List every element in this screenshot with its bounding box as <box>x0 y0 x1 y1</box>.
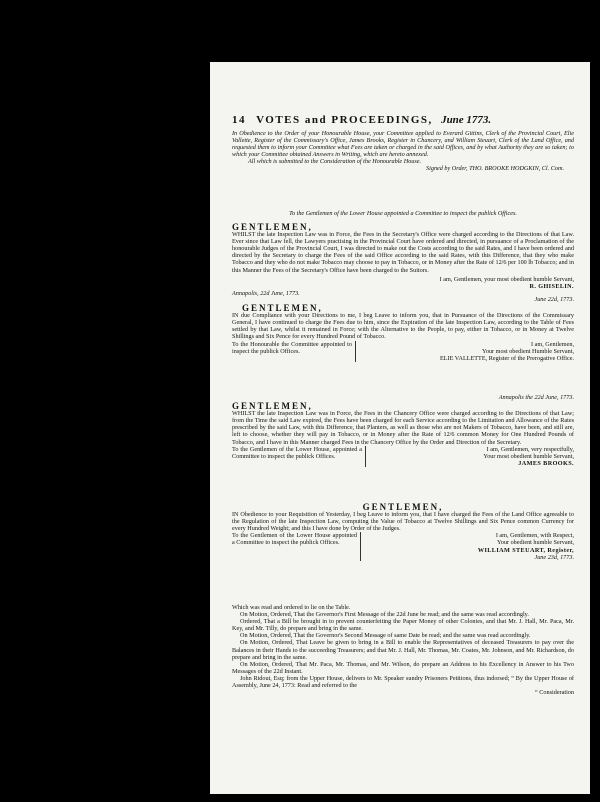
letter-signer: R. GHISELIN. <box>529 282 574 290</box>
letter-closing: I am, Gentlemen, your most obedient humble Servant, R. GHISELIN. <box>439 275 574 290</box>
letter-signature-block <box>232 532 574 560</box>
letter-date: Annapolis the 22d June, 1773. <box>498 394 574 401</box>
page-header <box>232 114 582 126</box>
minute-entry: Which was read and ordered to lie on the Table. <box>232 604 351 611</box>
committee-report <box>232 130 574 173</box>
report-paragraph: In Obedience to the Order of your Honourable House, your Committee applied to Everard Gittins, Clerk of the Provincial Court, Elie Vallette, Register of the Commissary's Office, James Brooks, Register in Chancery, and William Steuart, Clerk of the Land Office, and requested them to inform your Committee what Fees are taken or charged in the said Offices, and by what Authority they are so taken; to which your Committee obtained Answers in Writing, which are hereto annexed. <box>232 130 574 159</box>
letter-body: WHILST the late Inspection Law was in Force, the Fees in the Chancery Office were charged according to the Directions of that Law; from the Time the said Law expired, the Fees have been charged for each Service according to the Limitation and Allowance of the Rates prescribed by the said Law, with this Difference, that Planters, as well as those who are not Makers of Tobacco, have been, and still are, left to choose, whether they will pay in Tobacco, or in Money after the Rate of 12/6 common Money for One Hundred Pounds of Tobacco, and I have in this Manner charged Fees in the Chancery Office by the Order and Direction of the Secretary. <box>232 410 574 446</box>
letter-place-date: Annapolis, 22d June, 1773. <box>232 289 300 297</box>
header-date: June 1773. <box>441 114 492 126</box>
letter-signer: WILLIAM STEUART, Register, <box>477 546 574 554</box>
letter-salutation: GENTLEMEN, <box>242 303 323 314</box>
letter-salutation: GENTLEMEN, <box>362 502 444 512</box>
letter-signer: ELIE VALLETTE, Register of the Prerogative Office. <box>439 354 574 362</box>
letter-signature-block <box>232 341 574 362</box>
minute-entry: On Motion, Ordered, That the Governor's First Message of the 22d June be read; and the same was read accordingly. <box>240 611 529 619</box>
minute-entry: John Ridout, Esq; from the Upper House, delivers to Mr. Speaker sundry Prisoners Petitions, thus indorsed; “ By the Upper House of Assembly, June 24, 1773: Read and referred to the <box>232 674 574 690</box>
letter-vallette <box>232 296 574 362</box>
letter-body: IN Obedience to your Requisition of Yesterday, I beg Leave to inform you, that I have charged the Fees of the Land Office agreeable to the Regulation of the late Inspection Law, computing the Value of Tobacco at Twelve Shillings and Six Pence common Currency for every Hundred Weight; and this I have done by Order of the Judges. <box>232 511 574 533</box>
minute-entry: Ordered, That a Bill be brought in to prevent counterfeiting the Paper Money of other Colonies, and that Mr. J. Hall, Mr. Paca, Mr. Key, and Mr. Tilly, do prepare and bring in the same. <box>232 618 574 633</box>
letter-address-heading: To the Gentlemen of the Lower House appointed a Committee to inspect the publick Offices. <box>289 210 517 217</box>
letter-signer: JAMES BROOKS. <box>518 459 574 467</box>
letter-body: WHILST the late Inspection Law was in Force, the Fees in the Secretary's Office were charged according to the Directions of that Law. Ever since that Law fell, the Lawyers practising in the Provincial Court have ordered and directed, in pursuance of a Proclamation of the honourable Judges of the Provincial Court, I was directed to make out the Costs according to the said Rates, and I have been ordered and directed by the Secretary to charge the Fees of the said Office according to the said Rates, with this Difference, that they who make Tobacco and they who do not make Tobacco may choose to pay in Tobacco, or in Money after the Rate of 12/6 per 100 lb Tobacco; and in this Manner the Fees of the Secretary's Office have been charged to the Suitors. <box>232 231 574 274</box>
catchword: “ Consideration <box>534 689 574 697</box>
page-number: 14 <box>232 114 246 126</box>
letter-signature-block <box>232 446 574 467</box>
letter-closing: I am, Gentlemen, very respectfully, Your most obedient humble Servant, JAMES BROOKS. <box>483 445 574 467</box>
letter-closing: I am, Gentlemen, with Respect, Your obedient humble Servant, WILLIAM STEUART, Register, June 23d, 1773. <box>477 532 574 561</box>
letter-date: June 23d, 1773. <box>534 553 574 561</box>
letter-body: IN due Compliance with your Directions to me, I beg Leave to inform you, that in Pursuance of the Directions of the Commissary General, I have continued to charge the Fees due to him, since the Expiration of the late Inspection Law, according to the Table of Fees settled by that Law, whilst it remained in Force; with the Alternative to the People, to pay, either in Tobacco, or in Money at Twelve Shillings and Six Pence for every Hundred Pound of Tobacco. <box>232 312 574 341</box>
report-signature: Signed by Order, THO. BROOKE HODGKIN, Cl. Com. <box>426 165 564 173</box>
letter-date: June 22d, 1773. <box>534 296 574 303</box>
minute-entry: On Motion, Ordered, That Leave be given to bring in a Bill to enable the Representatives of deceased Treasurers to pay over the Balances in their Hands to the succeeding Treasurers; and that Mr. J. Hall, Mr. Thomas, Mr. Coates, Mr. Johnson, and Mr. Richardson, do prepare and bring in the same. <box>232 639 574 661</box>
minute-entry: On Motion, Ordered, That Mr. Paca, Mr. Thomas, and Mr. Wilson, do prepare an Address to his Excellency in Answer to his Two Messages of the 22d Instant. <box>232 660 574 675</box>
letter-salutation: GENTLEMEN, <box>232 222 313 232</box>
letter-steuart <box>232 502 574 561</box>
document-page <box>210 62 590 794</box>
report-paragraph: All which is submitted to the Consideration of the Honourable House. <box>248 158 422 166</box>
minute-entry: On Motion, Ordered, That the Governor's Second Message of same Date be read; and the same was read accordingly. <box>240 632 531 640</box>
letter-ghiselin <box>232 222 574 297</box>
letter-address: To the Gentlemen of the Lower House, appointed a Committee to inspect the publick Offices. <box>232 446 366 467</box>
running-title: VOTES and PROCEEDINGS, <box>256 114 433 126</box>
letter-address: To the Honourable the Committee appointed to inspect the publick Offices. <box>232 341 356 362</box>
letter-salutation: GENTLEMEN, <box>232 401 313 412</box>
letter-closing: I am, Gentlemen, Your most obedient Humble Servant, ELIE VALLETTE, Register of the Prerogative Office. <box>439 340 574 362</box>
letter-brooks <box>232 394 574 467</box>
letter-address: To the Gentlemen of the Lower House appointed a Committee to inspect the publick Offices. <box>232 532 361 560</box>
house-minutes <box>232 604 574 696</box>
